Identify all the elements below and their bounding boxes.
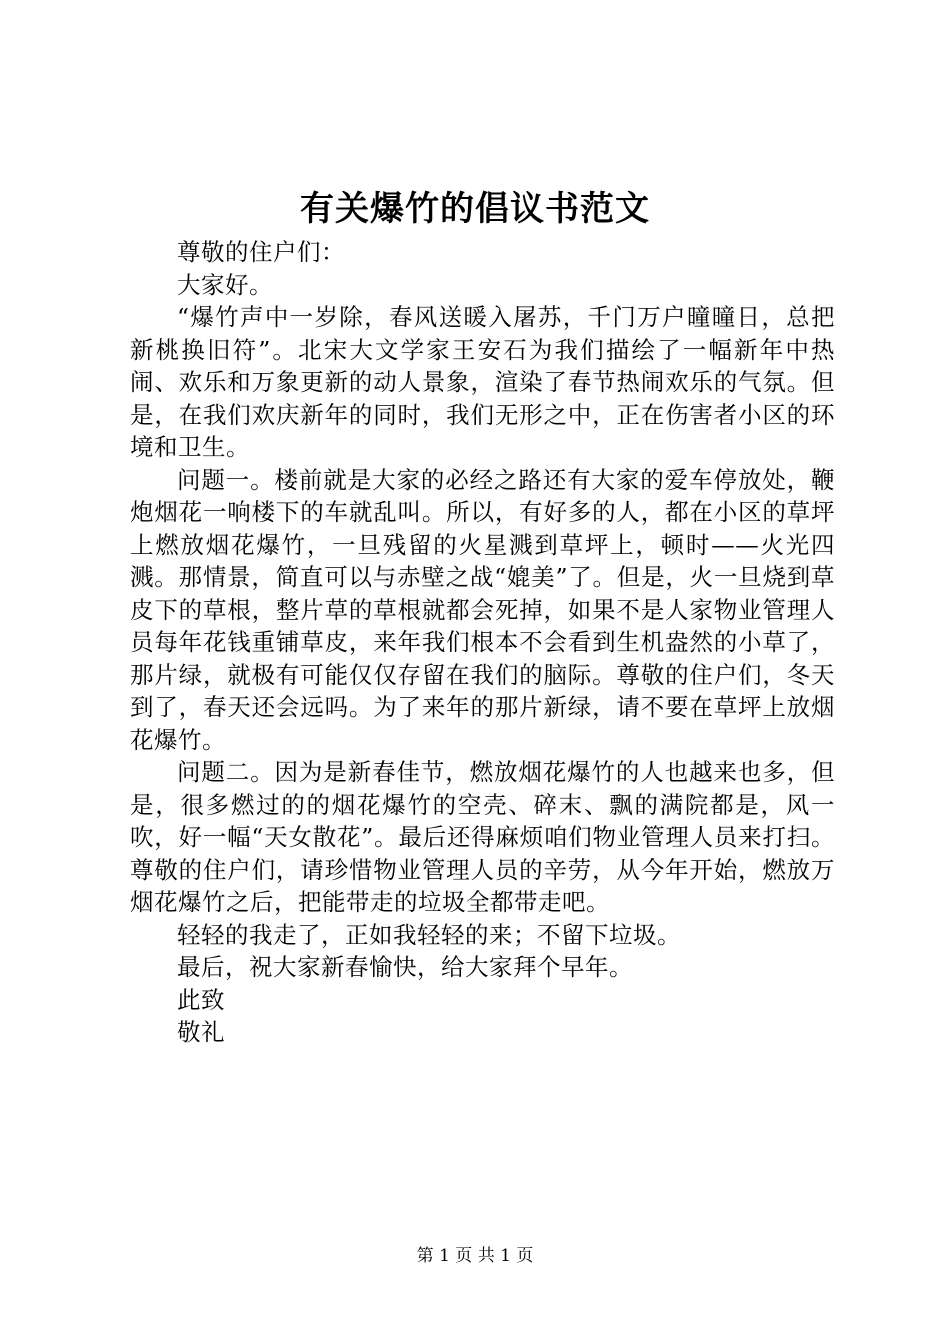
paragraph-issue-one: 问题一。楼前就是大家的必经之路还有大家的爱车停放处，鞭炮烟花一响楼下的车就乱叫。所以，有好多的人，都在小区的草坪上燃放烟花爆竹，一旦残留的火星溅到草坪上，顿时——火光四溅。那情景，简直可以与赤壁之战“媲美”了。但是，火一旦烧到草皮下的草根，整片草的草根就都会死掉，如果不是人家物业管理人员每年花钱重铺草皮，来年我们根本不会看到生机盎然的小草了，那片绿，就极有可能仅仅存留在我们的脑际。尊敬的住户们，冬天到了，春天还会远吗。为了来年的那片新绿，请不要在草坪上放烟花爆竹。: [130, 465, 835, 754]
closing-ci-zhi: 此致: [177, 985, 225, 1014]
paragraph-intro: “爆竹声中一岁除，春风送暖入屠苏，千门万户曈曈日，总把新桃换旧符”。北宋大文学家王安石为我们描绘了一幅新年中热闹、欢乐和万象更新的动人景象，渲染了春节热闹欢乐的气氛。但是，在我们欢庆新年的同时，我们无形之中，正在伤害者小区的环境和卫生。: [130, 303, 835, 461]
closing-jing-li: 敬礼: [177, 1018, 225, 1046]
paragraph-wishes: 最后，祝大家新春愉快，给大家拜个早年。: [177, 953, 633, 981]
document-body: [130, 236, 835, 1049]
greeting: 大家好。: [177, 270, 273, 299]
document-title: 有关爆竹的倡议书范文: [300, 189, 650, 229]
paragraph-issue-two: 问题二。因为是新春佳节，燃放烟花爆竹的人也越来也多，但是，很多燃过的的烟花爆竹的空壳、碎末、飘的满院都是，风一吹，好一幅“天女散花”。最后还得麻烦咱们物业管理人员来打扫。尊敬的住户们，请珍惜物业管理人员的辛劳，从今年开始，燃放万烟花爆竹之后，把能带走的垃圾全都带走吧。: [130, 758, 835, 916]
page-number-footer: 第 1 页 共 1 页: [416, 1246, 534, 1266]
paragraph-poem: 轻轻的我走了，正如我轻轻的来；不留下垃圾。: [177, 920, 681, 949]
salutation: 尊敬的住户们：: [177, 238, 345, 266]
